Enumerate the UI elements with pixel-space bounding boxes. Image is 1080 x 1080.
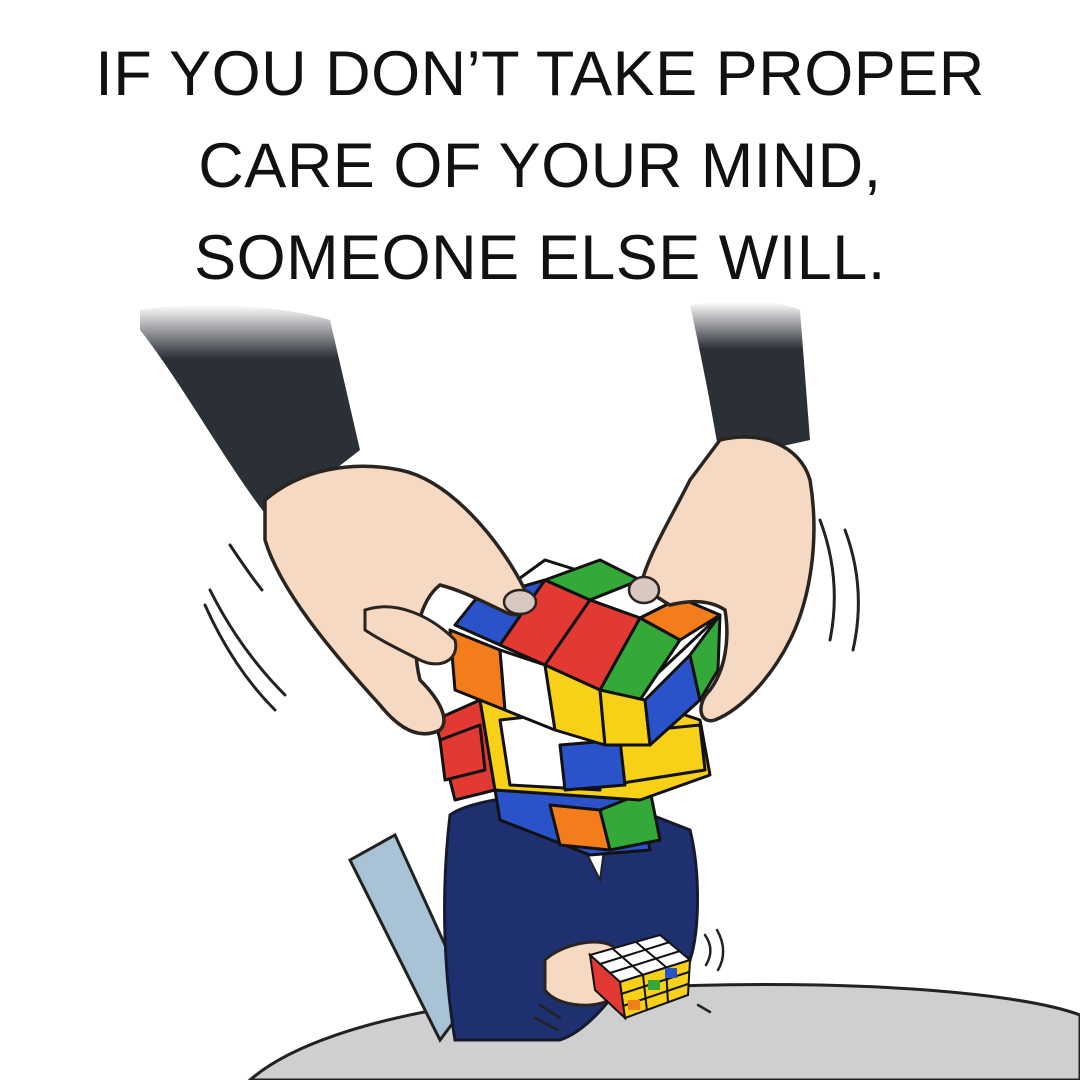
caption-line-3: SOMEONE ELSE WILL.: [194, 223, 886, 293]
left-thumbnail: [504, 590, 536, 614]
caption-line-2: CARE OF YOUR MIND,: [198, 131, 882, 201]
caption-line-1: IF YOU DON’T TAKE PROPER: [95, 39, 985, 109]
right-thumbnail: [629, 577, 659, 603]
